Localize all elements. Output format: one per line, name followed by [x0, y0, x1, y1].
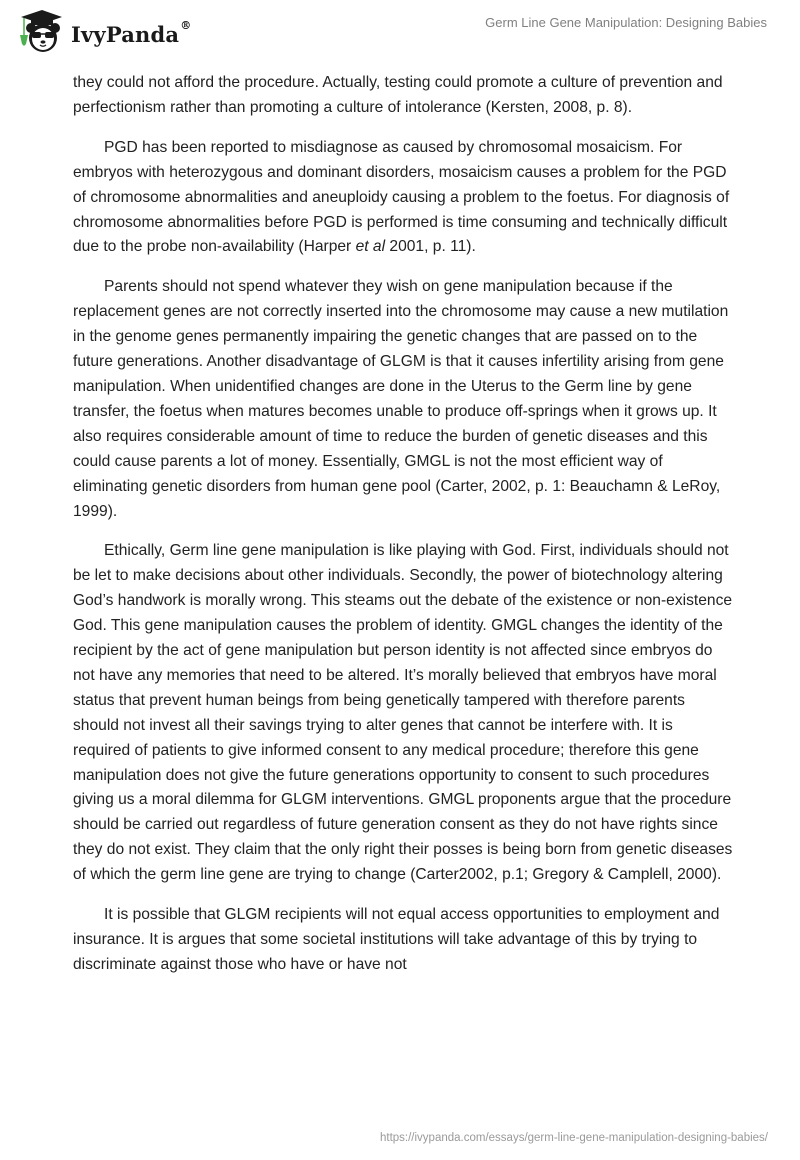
- paragraph-access-opportunities: It is possible that GLGM recipients will not equal access opportunities to employment and insurance. It is argues that some societal institutions will take advantage of this by trying to discriminate against those who have or have not: [73, 906, 720, 973]
- source-url[interactable]: https://ivypanda.com/essays/germ-line-gene-manipulation-designing-babies/: [379, 1132, 768, 1144]
- paragraph-parents-spending: Parents should not spend whatever they wish on gene manipulation because if the replacement genes are not correctly inserted into the chromosome may cause a new mutilation in the genome genes permanently impairing the genetic changes that are passed on to the future generations. Another disadvantage of GLGM is that it causes infertility arising from gene manipulation. When unidentified changes are done in the Uterus to the Germ line by gene transfer, the foetus when matures becomes unable to produce off-springs when it grows up. It also requires considerable amount of time to reduce the burden of genetic diseases and this could cause parents a lot of money. Essentially, GMGL is not the most efficient way of eliminating genetic disorders from human gene pool (Carter, 2002, p. 1: Beauchamn & LeRoy, 1999).: [73, 278, 729, 520]
- registered-mark: ®: [180, 18, 192, 32]
- paragraph-ethics: Ethically, Germ line gene manipulation is like playing with God. First, individuals should not be let to make decisions about other individuals. Secondly, the power of biotechnology altering God’s handwork is morally wrong. This steams out the debate of the existence or non-existence God. This gene manipulation causes the problem of identity. GMGL changes the identity of the recipient by the act of gene manipulation but person identity is not affected since embryos do not have any memories that need to be altered. It’s morally believed that embryos have moral status that prevent human beings from being genetically tampered with therefore parents should not invest all their savings trying to alter genes that cannot be interfere with. It is required of patients to give informed consent to any medical procedure; therefore this gene manipulation does not give the future generations opportunity to consent to such procedures giving us a moral dilemma for GLGM interventions. GMGL proponents argue that the procedure should be carried out regardless of future generation consent as they do not have rights since they do not exist. They claim that the only right their posses is being born from genetic diseases of which the germ line gene are trying to change (Carter2002, p.1; Gregory & Camplell, 2000).: [73, 542, 733, 884]
- paragraph-pgd-misdiagnosis: [73, 136, 733, 261]
- ivypanda-logo[interactable]: [17, 8, 191, 54]
- brand-name: [71, 18, 192, 47]
- paragraph-text: PGD has been reported to misdiagnose as caused by chromosomal mosaicism. For embryos with heterozygous and dominant disorders, mosaicism causes a problem for the PGD of chromosome abnormalities and aneuploidy causing a problem to the foetus. For diagnosis of chromosome abnormalities before PGD is performed is time consuming and technically difficult due to the probe non-availability (Harper: [73, 138, 730, 256]
- panda-graduate-icon: [17, 8, 63, 54]
- document-title: Germ Line Gene Manipulation: Designing Babies: [485, 15, 767, 30]
- paragraph-continuation: they could not afford the procedure. Actually, testing could promote a culture of prevention and perfectionism rather than promoting a culture of intolerance (Kersten, 2008, p. 8).: [73, 74, 723, 116]
- essay-body: [73, 71, 733, 993]
- citation-italic: et al: [355, 238, 386, 256]
- page-header: [0, 0, 800, 66]
- paragraph-text: 2001, p. 11).: [385, 238, 476, 256]
- brand-text: IvyPanda: [71, 21, 180, 47]
